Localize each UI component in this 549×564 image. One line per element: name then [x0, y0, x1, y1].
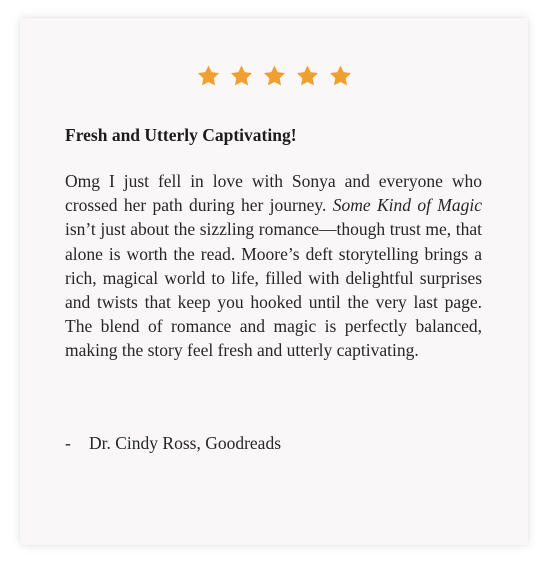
star-icon	[262, 64, 287, 88]
attribution-dash: -	[65, 433, 71, 453]
review-body-part1: Omg I just fell in love with Sonya and everyone who crossed her path during her journey.	[65, 171, 482, 216]
review-body-part2: isn’t just about the sizzling romance—though trust me, that alone is worth the read. Moore’s deft storytelling brings a rich, magical world to life, filled with delightful surprises and twists that keep you hooked until the very last page. The blend of romance and magic is perfectly balanced, making the story feel fresh and utterly captivating.	[65, 219, 482, 361]
star-icon	[229, 64, 254, 88]
review-title: Fresh and Utterly Captivating!	[65, 125, 297, 145]
review-attribution	[65, 433, 281, 454]
star-rating	[20, 64, 528, 90]
reviewer-name: Dr. Cindy Ross, Goodreads	[89, 433, 282, 453]
review-body	[65, 169, 482, 363]
star-icon	[295, 64, 320, 88]
star-icon	[196, 64, 221, 88]
review-card	[20, 18, 528, 545]
book-title: Some Kind of Magic	[332, 195, 482, 216]
star-icon	[328, 64, 353, 88]
